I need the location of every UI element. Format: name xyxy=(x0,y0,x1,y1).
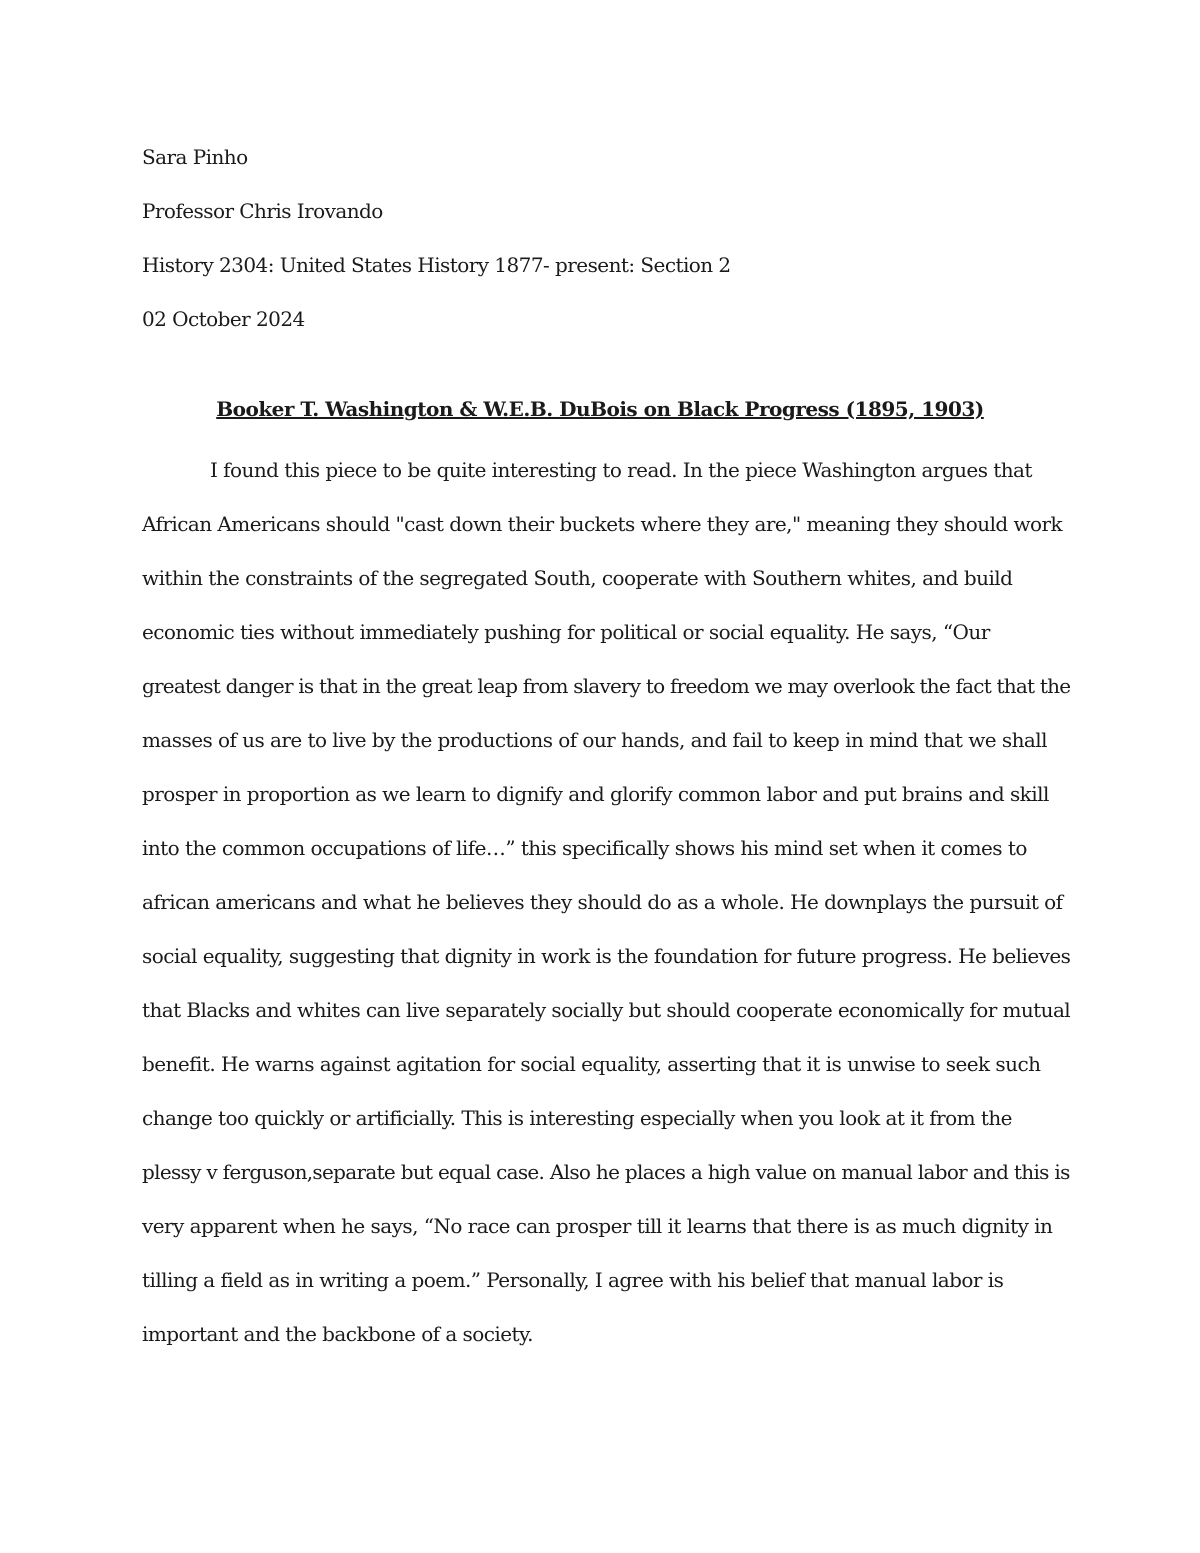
body-line: into the common occupations of life…” this specifically shows his mind set when it comes to xyxy=(142,836,1027,860)
body-line: african americans and what he believes they should do as a whole. He downplays the pursuit of xyxy=(142,890,1063,914)
body-line: change too quickly or artificially. This is interesting especially when you look at it from the xyxy=(142,1106,1012,1130)
course-name: History 2304: United States History 1877- present: Section 2 xyxy=(142,253,731,277)
body-line: tilling a field as in writing a poem.” Personally, I agree with his belief that manual labor is xyxy=(142,1268,1004,1292)
body-line: prosper in proportion as we learn to dignify and glorify common labor and put brains and skill xyxy=(142,782,1049,806)
body-line: plessy v ferguson,separate but equal case. Also he places a high value on manual labor and this is xyxy=(142,1160,1070,1184)
body-line: masses of us are to live by the productions of our hands, and fail to keep in mind that we shall xyxy=(142,728,1047,752)
document-title: Booker T. Washington & W.E.B. DuBois on Black Progress (1895, 1903) xyxy=(216,397,984,421)
body-line: very apparent when he says, “No race can prosper till it learns that there is as much dignity in xyxy=(142,1214,1053,1238)
body-line: I found this piece to be quite interesting to read. In the piece Washington argues that xyxy=(210,458,1032,482)
body-line: within the constraints of the segregated South, cooperate with Southern whites, and build xyxy=(142,566,1013,590)
instructor-name: Professor Chris Irovando xyxy=(142,199,383,223)
document-date: 02 October 2024 xyxy=(142,307,305,331)
body-line: benefit. He warns against agitation for social equality, asserting that it is unwise to seek such xyxy=(142,1052,1041,1076)
body-line: African Americans should "cast down their buckets where they are," meaning they should work xyxy=(142,512,1063,536)
body-line: important and the backbone of a society. xyxy=(142,1322,533,1346)
body-line: social equality, suggesting that dignity in work is the foundation for future progress. He believes xyxy=(142,944,1071,968)
body-line: economic ties without immediately pushing for political or social equality. He says, “Our xyxy=(142,620,990,644)
body-line: greatest danger is that in the great leap from slavery to freedom we may overlook the fact that the xyxy=(142,674,1071,698)
author-name: Sara Pinho xyxy=(142,145,248,169)
body-line: that Blacks and whites can live separately socially but should cooperate economically for mutual xyxy=(142,998,1071,1022)
